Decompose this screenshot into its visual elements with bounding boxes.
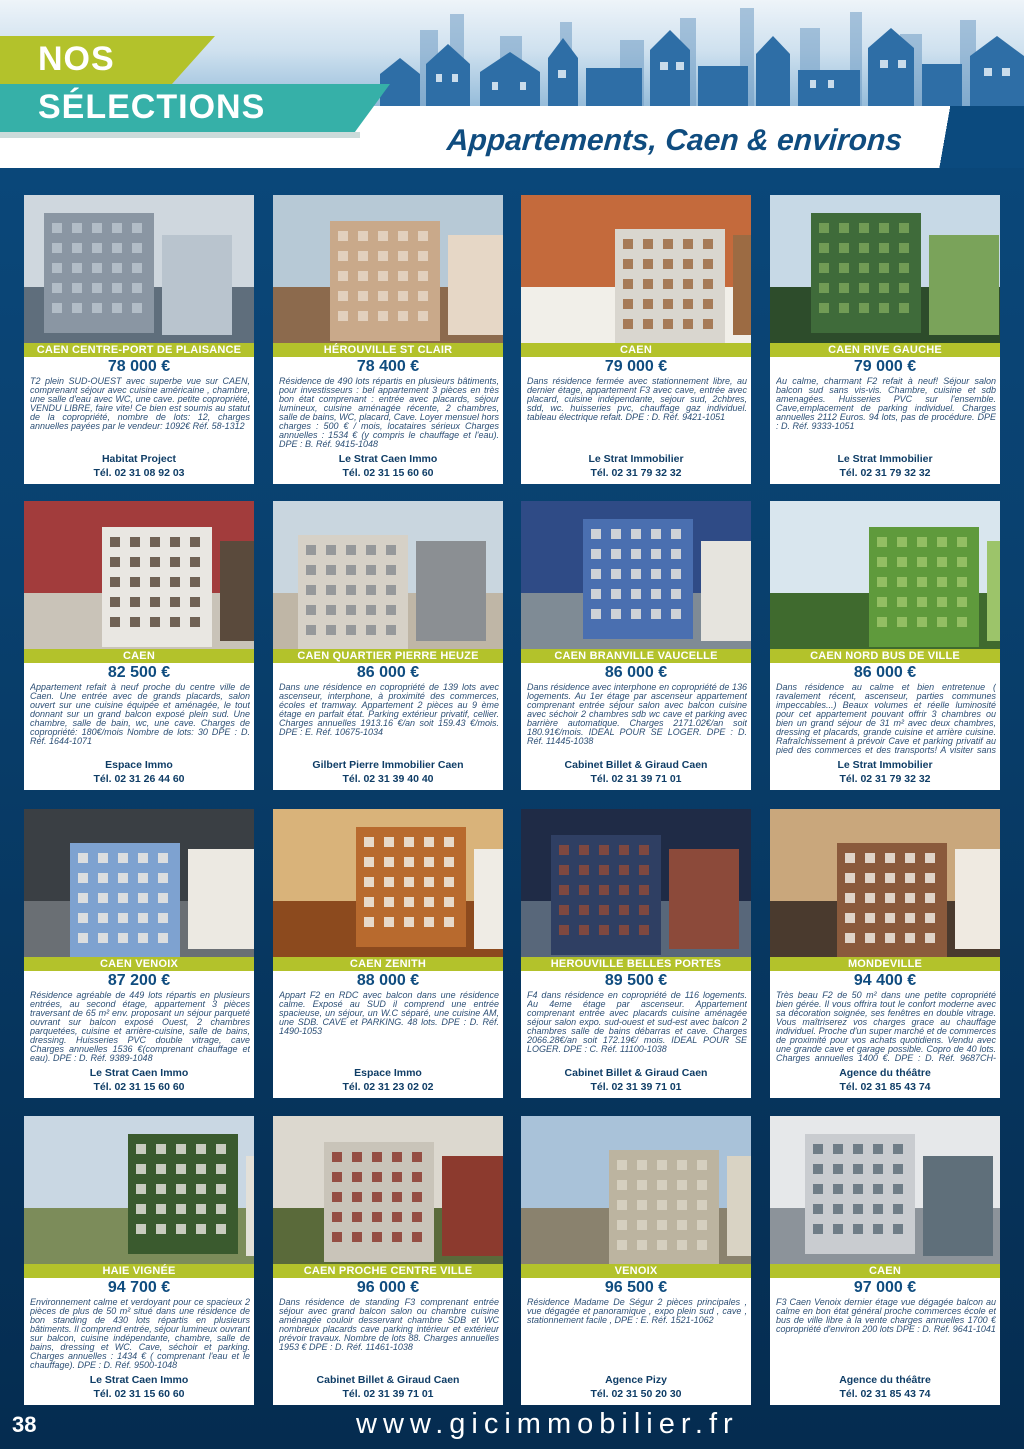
listing-location: CAEN VENOIX	[24, 957, 254, 971]
listing-photo	[24, 1116, 254, 1264]
listing-price: 97 000 €	[853, 1279, 917, 1296]
page-number: 38	[12, 1412, 37, 1437]
listing-card[interactable]	[24, 501, 254, 790]
listing-price: 89 500 €	[604, 972, 668, 989]
listing-location: CAEN ZENITH	[273, 957, 503, 971]
listing-agency: Habitat Project	[101, 453, 177, 465]
section-title: Appartements, Caen & environs	[445, 124, 904, 157]
listing-photo	[273, 501, 503, 649]
listing-photo-image	[24, 1116, 254, 1264]
listing-price: 79 000 €	[853, 358, 917, 375]
listing-card[interactable]	[521, 501, 751, 790]
listing-agency: Le Strat Caen Immo	[338, 453, 438, 465]
listing-location: MONDEVILLE	[770, 957, 1000, 971]
listing-description: Résidence agréable de 449 lots répartis en plusieurs entrées, au second étage, appartement 3 pièces traversant de 65 m² env. proposant un séjour parqueté ouvrant sur balcon exposé Ouest, 2 chambres parquetées, cuisine et arrière-cuisine, salle de bains, dressing. Huisseries PVC double vitrage, cave Charges annuelles 1536 €(comprenant chauffage et eau). DPE : D. Réf. 9389-1048	[30, 991, 250, 1063]
listing-phone: Tél. 02 31 79 32 32	[839, 773, 931, 785]
listing-card[interactable]	[770, 195, 1000, 484]
listing-location: CAEN	[24, 649, 254, 663]
listing-description: Dans résidence de standing F3 comprenant entrée séjour avec grand balcon salon ou chambre cuisine aménagée couloir desservant chambre SDB et WC nombreux placards cave parking intérieur et extérieur prévoir travaux. Nombre de lots 88. Charges annuelles 1953 € DPE : D. Réf. 11461-1038	[279, 1298, 499, 1352]
listing-price: 88 000 €	[356, 972, 420, 989]
listing-location: CAEN NORD BUS DE VILLE	[770, 649, 1000, 663]
listing-photo-image	[24, 809, 254, 957]
listing-agency: Le Strat Immobilier	[837, 453, 933, 465]
page-title-line2: SÉLECTIONS	[38, 88, 266, 126]
listing-price: 78 400 €	[356, 358, 420, 375]
listing-photo	[770, 195, 1000, 343]
listing-description: F3 Caen Venoix dernier étage vue dégagée balcon au calme en bon état général proche commerces école et bus de ville libre à la vente charges annuelles 1700 € copropriété d'environ 200 lots DPE : D. Réf. 9641-1041	[776, 1298, 996, 1334]
listing-price: 94 400 €	[853, 972, 917, 989]
listing-agency: Espace Immo	[105, 759, 173, 771]
listing-phone: Tél. 02 31 79 32 32	[839, 467, 931, 479]
listing-description: Appart F2 en RDC avec balcon dans une résidence calme. Exposé au SUD il comprend une entrée spacieuse, un séjour, un W.C séparé, une cuisine AM, une SDB. CAVE et PARKING. 48 lots. DPE : D. Réf. 1490-1053	[279, 991, 499, 1036]
listing-photo	[770, 501, 1000, 649]
listing-price: 87 200 €	[107, 972, 171, 989]
listing-photo-image	[521, 1116, 751, 1264]
listing-phone: Tél. 02 31 79 32 32	[590, 467, 682, 479]
listing-photo-image	[273, 501, 503, 649]
listing-photo	[273, 195, 503, 343]
listing-description: T2 plein SUD-OUEST avec superbe vue sur CAEN, comprenant séjour avec cuisine américaine , chambre, une salle d'eau avec WC, une cave. petite copropriété, VENDU LIBRE, faire vite! Ce bien est soumis au statut de la copropriété, nombre de lots: 12, charges annuelles payées par le vendeur: 1092€ Réf. 58-1312	[30, 377, 250, 431]
listing-location: CAEN QUARTIER PIERRE HEUZE	[273, 649, 503, 663]
listing-price: 78 000 €	[107, 358, 171, 375]
listing-card[interactable]	[521, 809, 751, 1098]
listing-photo	[24, 501, 254, 649]
listing-location: HEROUVILLE BELLES PORTES	[521, 957, 751, 971]
listing-phone: Tél. 02 31 15 60 60	[342, 467, 434, 479]
listing-photo	[770, 809, 1000, 957]
listing-location: VENOIX	[521, 1264, 751, 1278]
listing-price: 82 500 €	[107, 664, 171, 681]
listing-agency: Espace Immo	[354, 1067, 422, 1079]
listing-photo	[24, 809, 254, 957]
listing-card[interactable]	[24, 195, 254, 484]
listing-photo-image	[24, 195, 254, 343]
listing-price: 86 000 €	[356, 664, 420, 681]
listing-photo-image	[273, 195, 503, 343]
listing-description: Dans résidence au calme et bien entretenue ( ravalement récent, ascenseur, parties communes impeccables...) Beaux volumes et réelle luminosité pour cet appartement pouvant offrir 3 chambres ou bien un grand séjour de 31 m² avec deux chambres, dressing et placards, grande cuisine et arrière cuisine. Rafraîchissement à prévoir Cave et parking privatif au pied des commerces et des transports! A visiter sans	[776, 683, 996, 755]
listing-photo	[521, 195, 751, 343]
listing-agency: Agence du théâtre	[839, 1067, 931, 1079]
listing-card[interactable]	[24, 1116, 254, 1405]
listing-phone: Tél. 02 31 08 92 03	[93, 467, 185, 479]
listing-photo	[521, 1116, 751, 1264]
listing-price: 96 000 €	[356, 1279, 420, 1296]
listing-phone: Tél. 02 31 39 71 01	[590, 1081, 682, 1093]
listing-description: Résidence Madame De Ségur 2 pièces principales , vue dégagée et panoramique , expo plein sud , cave , stationnement facile , DPE : E. Réf. 1521-1062	[527, 1298, 747, 1325]
listing-photo-image	[273, 1116, 503, 1264]
listing-phone: Tél. 02 31 39 71 01	[342, 1388, 434, 1400]
listing-photo-image	[770, 809, 1000, 957]
listing-agency: Cabinet Billet & Giraud Caen	[564, 1067, 708, 1079]
listing-photo	[521, 809, 751, 957]
listing-location: CAEN	[521, 343, 751, 357]
listing-photo	[273, 809, 503, 957]
listing-photo-image	[521, 195, 751, 343]
listing-description: Dans une résidence en copropriété de 139 lots avec ascenseur, interphone, à proximité des commerces, écoles et tramway. Appartement 2 pièces au 9 ème étage en parfait état. Parking extérieur privatif, cellier. Charges annuelles 1913.16 €/an soit 159.43 €/mois. DPE : E. Réf. 10675-1034	[279, 683, 499, 737]
listing-location: CAEN RIVE GAUCHE	[770, 343, 1000, 357]
listing-description: Dans résidence avec interphone en copropriété de 136 logements. Au 1er étage par ascenseur appartement comprenant entrée séjour salon avec balcon cuisine avec séchoir 2 chambres sdb wc cave et parking avec barrière automatique. Charges 2171.02€/an soit 180.91€/mois. IDEAL POUR SE LOGER. DPE : D. Réf. 11445-1038	[527, 683, 747, 746]
listing-description: Dans résidence fermée avec stationnement libre, au dernier étage, appartement F3 avec cave, entrée avec placard, cuisine indépendante, sejour sud, 2chbres, sdd, wc. huisseries pvc, chauffage gaz individuel. tableau électrique refait. DPE : D. Réf. 9421-1051	[527, 377, 747, 422]
listing-agency: Gilbert Pierre Immobilier Caen	[312, 759, 464, 771]
listing-phone: Tél. 02 31 15 60 60	[93, 1081, 185, 1093]
listing-card[interactable]	[273, 195, 503, 484]
listing-description: Très beau F2 de 50 m² dans une petite copropriété bien gérée. Il vous offrira tout le confort moderne avec sa décoration soignée, ses fenêtres en double vitrage. Vous maîtriserez vos charges grace au chauffage individuel. Proche d'un super marché et de commerces de proximité pour vos achats quotidiens. Vendu avec une grande cave et garage possible. Copro de 40 lots. Charges annuelles 1400 €. DPE : D. Réf. 9687CH-	[776, 991, 996, 1063]
listing-card[interactable]	[770, 1116, 1000, 1405]
listing-card[interactable]	[521, 195, 751, 484]
listing-phone: Tél. 02 31 26 44 60	[93, 773, 185, 785]
listing-photo-image	[24, 501, 254, 649]
listing-phone: Tél. 02 31 39 71 01	[590, 773, 682, 785]
listing-phone: Tél. 02 31 23 02 02	[342, 1081, 434, 1093]
listing-price: 79 000 €	[604, 358, 668, 375]
listing-price: 96 500 €	[604, 1279, 668, 1296]
listing-price: 86 000 €	[853, 664, 917, 681]
listing-agency: Agence Pizy	[605, 1374, 667, 1386]
listing-photo-image	[770, 195, 1000, 343]
listing-phone: Tél. 02 31 50 20 30	[590, 1388, 682, 1400]
listing-card[interactable]	[770, 501, 1000, 790]
listing-photo-image	[273, 809, 503, 957]
listing-agency: Agence du théâtre	[839, 1374, 931, 1386]
listing-description: F4 dans résidence en copropriété de 116 logements. Au 4eme étage par ascenseur. Appartement comprenant entrée avec placards cuisine aménagée séjour salon expo. sud-ouest et sud-est avec balcon 2 chambres salle de bains débarras et cave. Charges 2066.28€/an soit 172.19€/ mois. IDEAL POUR SE LOGER. DPE : C. Réf. 11100-1038	[527, 991, 747, 1054]
listing-card[interactable]	[24, 809, 254, 1098]
listing-agency: Le Strat Caen Immo	[89, 1374, 189, 1386]
listing-price: 94 700 €	[107, 1279, 171, 1296]
listing-agency: Le Strat Caen Immo	[89, 1067, 189, 1079]
listing-card[interactable]	[273, 809, 503, 1098]
listing-card[interactable]	[273, 1116, 503, 1405]
city-skyline-icon	[380, 0, 1024, 112]
listing-card[interactable]	[770, 809, 1000, 1098]
listing-photo	[24, 195, 254, 343]
listing-card[interactable]	[521, 1116, 751, 1405]
listing-card[interactable]	[273, 501, 503, 790]
listing-location: HAIE VIGNÉE	[24, 1264, 254, 1278]
listing-photo-image	[521, 809, 751, 957]
website-url[interactable]: www.gicimmobilier.fr	[356, 1408, 739, 1440]
listing-location: HÉROUVILLE ST CLAIR	[273, 343, 503, 357]
listing-photo-image	[770, 1116, 1000, 1264]
listing-photo	[770, 1116, 1000, 1264]
listing-phone: Tél. 02 31 85 43 74	[839, 1388, 931, 1400]
listing-agency: Cabinet Billet & Giraud Caen	[564, 759, 708, 771]
listing-photo	[273, 1116, 503, 1264]
listing-agency: Le Strat Immobilier	[837, 759, 933, 771]
listing-price: 86 000 €	[604, 664, 668, 681]
listing-phone: Tél. 02 31 15 60 60	[93, 1388, 185, 1400]
listing-agency: Cabinet Billet & Giraud Caen	[316, 1374, 460, 1386]
listing-phone: Tél. 02 31 85 43 74	[839, 1081, 931, 1093]
listing-description: Résidence de 490 lots répartis en plusieurs bâtiments, pour investisseurs : bel appartement 3 pièces en très bon état comprenant : entrée avec placards, séjour lumineux, cuisine aménagée récente, 2 chambres, salle de bains, WC, placard, Cave. Loyer mensuel hors charges : 500 € / mois, locataires sérieux Charges annuelles : 1534 € (y compris le chauffage et l'eau). DPE : B. Réf. 9415-1048	[279, 377, 499, 449]
listing-description: Appartement refait à neuf proche du centre ville de Caen. Une entrée avec de grands placards, salon ouvert sur une cuisine équipée et aménagée, le tout donnant sur un grand balcon exposé plein sud. Une chambre, salle de bain, wc, une cave. Charges de copropriété: 180€/mois Nombre de lots: 30 DPE : D. Réf. 1644-1071	[30, 683, 250, 746]
page-header	[0, 0, 1024, 172]
listing-photo-image	[521, 501, 751, 649]
listing-photo-image	[770, 501, 1000, 649]
listing-description: Au calme, charmant F2 refait à neuf! Séjour salon balcon sud sans vis-vis. Chambre, cuisine et sdb amenagées. Huisseries PVC sur l'ensemble. Cave,emplacement de parking individuel. Charges annuelles 2112 Euros. 94 lots, pas de procédure. DPE : D. Réf. 9333-1051	[776, 377, 996, 431]
listing-phone: Tél. 02 31 39 40 40	[342, 773, 434, 785]
page-title-line1: NOS	[38, 40, 115, 78]
listing-photo	[521, 501, 751, 649]
listing-agency: Le Strat Immobilier	[588, 453, 684, 465]
listing-location: CAEN	[770, 1264, 1000, 1278]
listing-description: Environnement calme et verdoyant pour ce spacieux 2 pièces de plus de 50 m² situé dans une résidence de bon standing de 430 lots répartis en plusieurs bâtiments. Il comprend entrée, séjour lumineux ouvrant sur balcon, cuisine indépendante, chambre, salle de bains, dressing et WC. Cave, séchoir et parking. Charges annuelles : 1434 € ( comprenant l'eau et le chauffage). DPE : D. Réf. 9500-1048	[30, 1298, 250, 1370]
listing-location: CAEN BRANVILLE VAUCELLE	[521, 649, 751, 663]
listing-location: CAEN CENTRE-PORT DE PLAISANCE	[24, 343, 254, 357]
listing-location: CAEN PROCHE CENTRE VILLE	[273, 1264, 503, 1278]
